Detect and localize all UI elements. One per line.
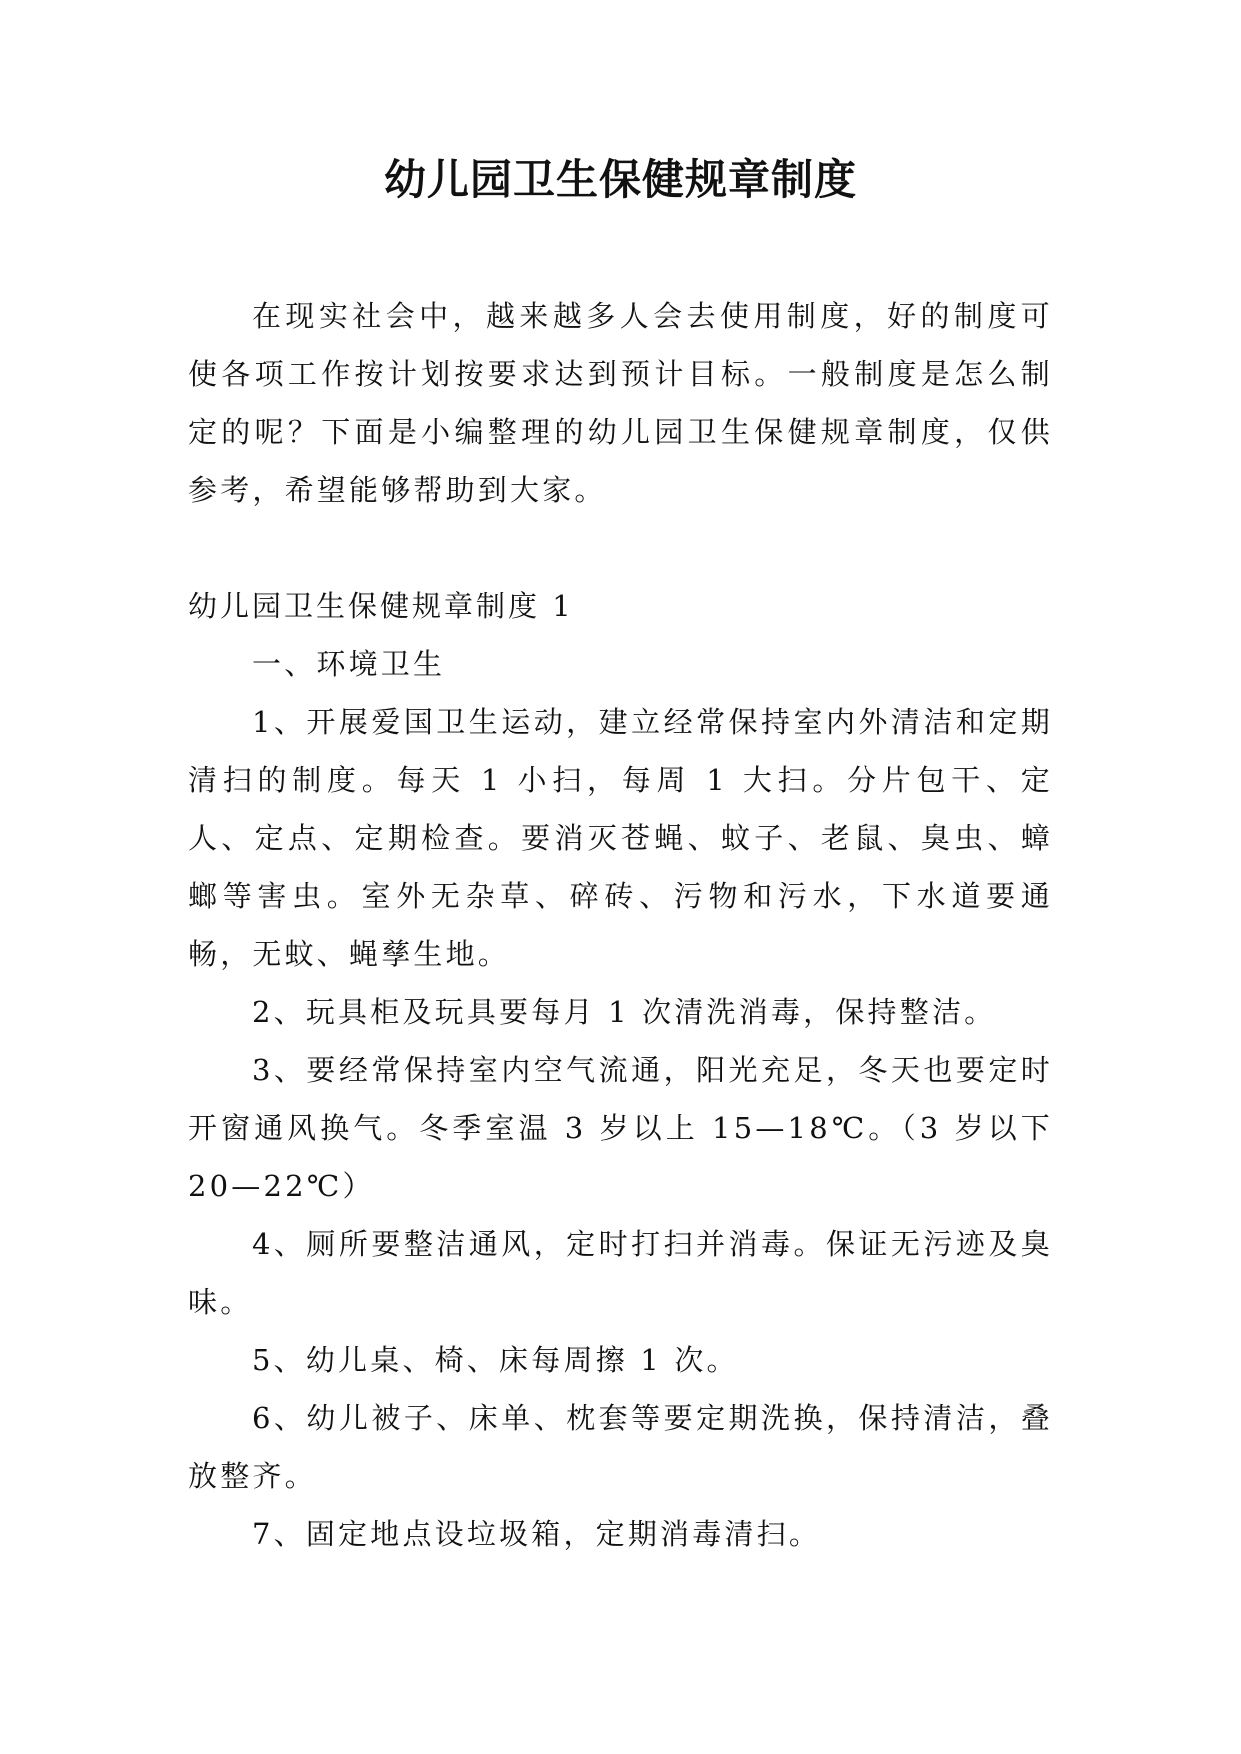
intro-paragraph: 在现实社会中，越来越多人会去使用制度，好的制度可使各项工作按计划按要求达到预计目标。一般制度是怎么制定的呢？下面是小编整理的幼儿园卫生保健规章制度，仅供参考，希望能够帮助到大家。 (188, 299, 1053, 507)
rule-item-3: 3、要经常保持室内空气流通，阳光充足，冬天也要定时开窗通风换气。冬季室温 3 岁以上 15—18℃。（3 岁以下 20—22℃） (188, 1053, 1053, 1203)
rule-item-1: 1、开展爱国卫生运动，建立经常保持室内外清洁和定期清扫的制度。每天 1 小扫，每周 1 大扫。分片包干、定人、定点、定期检查。要消灭苍蝇、蚊子、老鼠、臭虫、蟑螂等害虫。室外无杂草、碎砖、污物和污水，下水道要通畅，无蚊、蝇孳生地。 (188, 705, 1053, 971)
section-heading: 幼儿园卫生保健规章制度 1 (188, 589, 574, 623)
rule-item-7: 7、固定地点设垃圾箱，定期消毒清扫。 (252, 1517, 822, 1551)
rule-item-6: 6、幼儿被子、床单、枕套等要定期洗换，保持清洁，叠放整齐。 (188, 1401, 1053, 1493)
document-title: 幼儿园卫生保健规章制度 (383, 155, 857, 204)
section-content (188, 635, 1053, 1563)
rule-item-2: 2、玩具柜及玩具要每月 1 次清洗消毒，保持整洁。 (252, 995, 997, 1029)
rule-item-4: 4、厕所要整洁通风，定时打扫并消毒。保证无污迹及臭味。 (188, 1227, 1053, 1319)
rule-item-5: 5、幼儿桌、椅、床每周擦 1 次。 (252, 1343, 739, 1377)
subsection-heading-environment: 一、环境卫生 (252, 647, 446, 681)
